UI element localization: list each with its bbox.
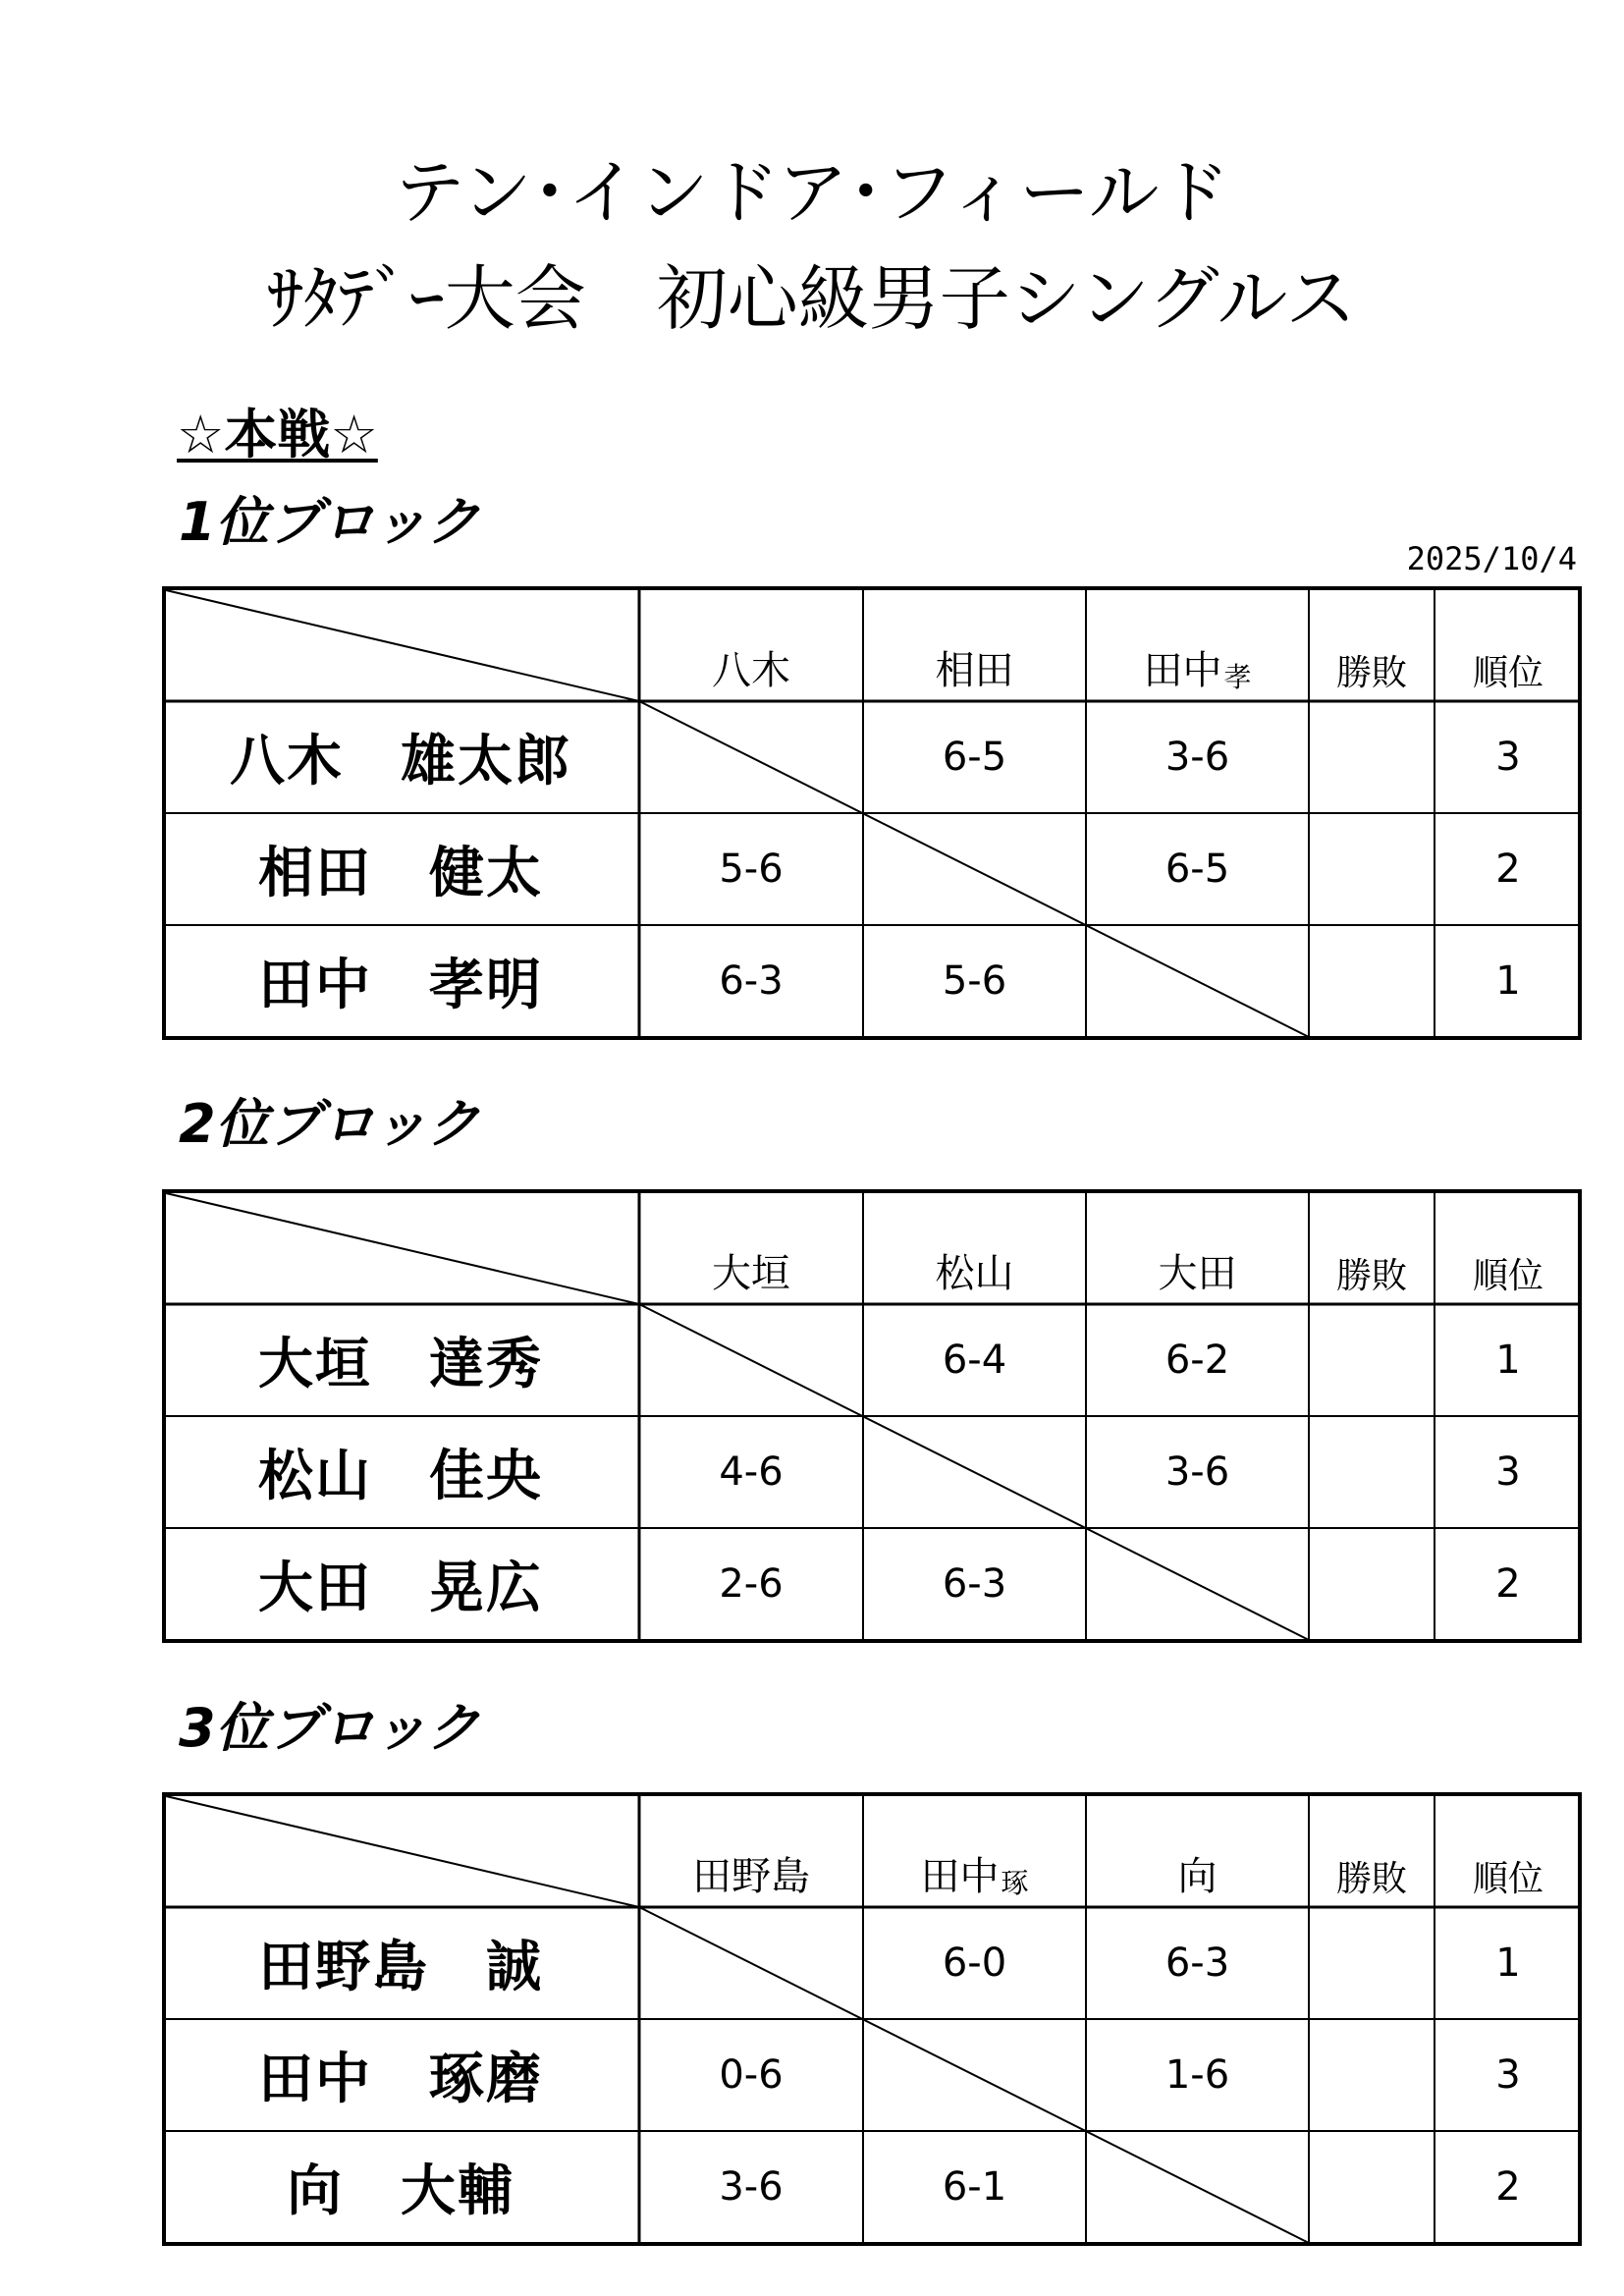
header-rank: 順位 — [1472, 653, 1543, 693]
rank-value: 2 — [1495, 1561, 1521, 1607]
player-name: 大田 晃広 — [258, 1557, 543, 1620]
match-score: 0-6 — [719, 2052, 784, 2098]
column-header — [863, 1189, 1086, 1304]
column-header — [1086, 1792, 1309, 1907]
block-heading-3: 3位ブロック — [179, 1697, 480, 1759]
round-robin-table-2 — [162, 1189, 1582, 1643]
header-diagonal — [166, 1796, 639, 1907]
match-score — [1086, 1528, 1309, 1640]
player-name: 松山 佳央 — [258, 1445, 543, 1508]
match-score — [1086, 925, 1309, 1037]
column-header-name: 向 — [1177, 1854, 1218, 1899]
header-win-loss: 勝敗 — [1335, 1256, 1407, 1296]
match-score: 6-5 — [1164, 847, 1230, 892]
match-score — [1086, 2131, 1309, 2243]
match-score: 6-4 — [942, 1338, 1007, 1383]
win-loss-value — [1309, 701, 1435, 813]
match-score: 1-6 — [1164, 2052, 1230, 2098]
column-header — [1086, 1189, 1309, 1304]
rank-value: 3 — [1495, 735, 1521, 780]
block-heading-1: 1位ブロック — [179, 491, 480, 553]
player-name: 田中 孝明 — [258, 954, 543, 1017]
player-name: 相田 健太 — [258, 842, 543, 905]
win-loss-value — [1309, 1304, 1435, 1416]
column-header-name: 田中 — [920, 1854, 1000, 1899]
win-loss-value — [1309, 813, 1435, 925]
rank-value: 2 — [1495, 2164, 1521, 2210]
match-score — [863, 2019, 1086, 2131]
player-name: 田野島 誠 — [258, 1936, 543, 1999]
win-loss-value — [1309, 2019, 1435, 2131]
win-loss-value — [1309, 1416, 1435, 1528]
column-header — [1086, 586, 1309, 701]
column-header-name: 八木 — [712, 648, 790, 693]
win-loss-value — [1309, 1907, 1435, 2019]
match-score: 6-1 — [942, 2164, 1007, 2210]
column-header — [639, 586, 863, 701]
match-score: 3-6 — [1164, 1449, 1230, 1495]
column-header-suffix: 琢 — [1001, 1867, 1029, 1899]
win-loss-value — [1309, 2131, 1435, 2243]
column-header — [863, 1792, 1086, 1907]
win-loss-value — [1309, 1528, 1435, 1640]
player-name: 向 大輔 — [287, 2159, 514, 2223]
block-heading-2: 2位ブロック — [179, 1093, 480, 1155]
date: 2025/10/4 — [1406, 540, 1577, 577]
match-score: 3-6 — [1164, 735, 1230, 780]
match-score: 4-6 — [719, 1449, 784, 1495]
match-score: 2-6 — [719, 1561, 784, 1607]
match-score — [863, 813, 1086, 925]
column-header-name: 大田 — [1158, 1251, 1237, 1296]
column-header-name: 田中 — [1143, 648, 1222, 693]
rank-value: 1 — [1495, 958, 1521, 1004]
column-header-name: 松山 — [935, 1251, 1014, 1296]
match-score: 6-3 — [942, 1561, 1007, 1607]
title-line-1: テン･インドア･フィールド — [394, 151, 1230, 234]
rank-value: 2 — [1495, 847, 1521, 892]
header-rank: 順位 — [1472, 1256, 1543, 1296]
match-score: 3-6 — [719, 2164, 784, 2210]
header-win-loss: 勝敗 — [1335, 653, 1407, 693]
column-header — [863, 586, 1086, 701]
player-name: 八木 雄太郎 — [230, 730, 571, 793]
match-score: 6-3 — [1164, 1941, 1230, 1986]
match-score: 5-6 — [942, 958, 1007, 1004]
rank-value: 1 — [1495, 1941, 1521, 1986]
column-header-name: 田野島 — [692, 1854, 810, 1899]
round-robin-table-3 — [162, 1792, 1582, 2246]
column-header — [639, 1792, 863, 1907]
match-score — [639, 701, 863, 813]
column-header — [639, 1189, 863, 1304]
header-rank: 順位 — [1472, 1859, 1543, 1899]
rank-value: 3 — [1495, 2052, 1521, 2098]
match-score: 6-0 — [942, 1941, 1007, 1986]
match-score — [863, 1416, 1086, 1528]
section-heading: ☆本戦☆ — [177, 404, 378, 465]
player-name: 大垣 達秀 — [258, 1333, 543, 1396]
match-score: 6-2 — [1164, 1338, 1230, 1383]
match-score — [639, 1907, 863, 2019]
column-header-name: 大垣 — [712, 1251, 790, 1296]
rank-value: 1 — [1495, 1338, 1521, 1383]
round-robin-table-1 — [162, 586, 1582, 1040]
match-score: 6-3 — [719, 958, 784, 1004]
match-score: 5-6 — [719, 847, 784, 892]
header-win-loss: 勝敗 — [1335, 1859, 1407, 1899]
match-score — [639, 1304, 863, 1416]
column-header-name: 相田 — [935, 648, 1014, 693]
rank-value: 3 — [1495, 1449, 1521, 1495]
match-score: 6-5 — [942, 735, 1007, 780]
header-diagonal — [166, 590, 639, 701]
win-loss-value — [1309, 925, 1435, 1037]
title-line-2: ｻﾀﾃﾞｰ大会 初心級男子シングルス — [267, 257, 1357, 340]
player-name: 田中 琢磨 — [258, 2048, 543, 2111]
column-header-suffix: 孝 — [1223, 661, 1252, 693]
header-diagonal — [166, 1193, 639, 1304]
